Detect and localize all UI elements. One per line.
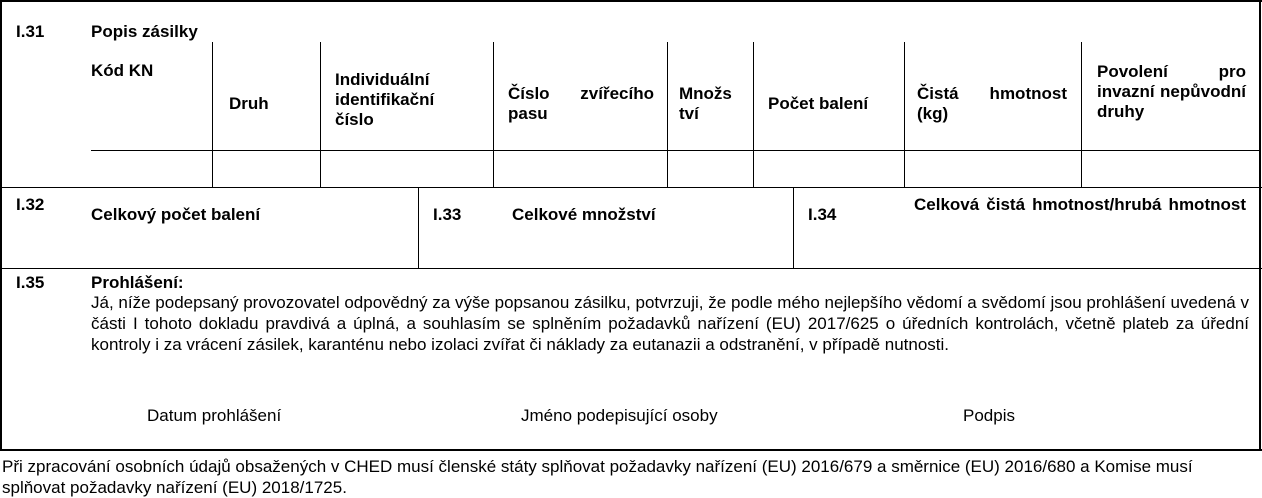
col-header-cislo-pasu: Číslo zvířecího pasu bbox=[508, 84, 654, 123]
i32-label: Celkový počet balení bbox=[91, 205, 261, 224]
date-label: Datum prohlášení bbox=[147, 406, 282, 425]
signer-name-label: Jméno podepisující osoby bbox=[521, 406, 718, 425]
i31-bottom bbox=[0, 187, 1262, 188]
i31-title: Popis zásilky bbox=[91, 22, 198, 41]
footer-note: Při zpracování osobních údajů obsažených v CHED musí členské státy splňovat požadavky nařízení (EU) 2016/679 a směrnice (EU) 2016/680 a Komise musí splňovat požadavky nařízení (EU) 2018/1725. bbox=[2, 457, 1193, 497]
i33-i34-divider bbox=[793, 187, 794, 269]
declaration-text: Já, níže podepsaný provozovatel odpovědný za výše popsanou zásilku, potvrzuji, že podle mého nejlepšího vědomí a svědomí jsou prohlášení uvedená v části I tohoto dokladu pravdivá a úplná, a souhlasím se splněním požadavků nařízení (EU) 2017/625 o úředních kontrolách, včetně plateb za úřední kontroly i za vrácení zásilek, karanténu nebo izolaci zvířat či náklady za eutanazii a odstranění, v případě nutnosti. bbox=[91, 293, 1249, 354]
i31-row-divider bbox=[91, 150, 1261, 151]
col-divider-4 bbox=[667, 42, 668, 188]
i35-code: I.35 bbox=[16, 273, 45, 292]
col-divider-2 bbox=[320, 42, 321, 188]
i32-i33-divider bbox=[418, 187, 419, 269]
i34-label: Celková čistá hmotnost/hrubá hmotnost bbox=[914, 195, 1246, 214]
i33-code: I.33 bbox=[433, 205, 462, 224]
col-header-pocet-baleni: Počet balení bbox=[768, 94, 869, 113]
i34-bottom bbox=[0, 268, 1262, 269]
frame-top bbox=[0, 0, 1262, 2]
i35-title: Prohlášení: bbox=[91, 273, 184, 292]
col-header-povoleni: Povolení pro invazní nepůvodní druhy bbox=[1097, 62, 1246, 121]
frame-bottom bbox=[0, 449, 1262, 451]
i34-code: I.34 bbox=[808, 205, 837, 224]
signature-label: Podpis bbox=[963, 406, 1015, 425]
col-divider-6 bbox=[904, 42, 905, 188]
frame-left bbox=[0, 0, 2, 451]
col-divider-5 bbox=[753, 42, 754, 188]
col-header-mnozstvi: Množs tví bbox=[679, 84, 732, 123]
col-header-druh: Druh bbox=[229, 94, 269, 113]
col-divider-1 bbox=[212, 42, 213, 188]
i32-code: I.32 bbox=[16, 195, 45, 214]
col-header-identifikacni-cislo: Individuální identifikační číslo bbox=[335, 70, 435, 129]
i33-label: Celkové množství bbox=[512, 205, 656, 224]
col-divider-3 bbox=[493, 42, 494, 188]
col-header-cista-hmotnost: Čistá hmotnost (kg) bbox=[917, 84, 1067, 123]
col-divider-7 bbox=[1081, 42, 1082, 188]
i31-code: I.31 bbox=[16, 22, 45, 41]
frame-right bbox=[1259, 0, 1261, 451]
col-header-kod-kn: Kód KN bbox=[91, 61, 154, 80]
